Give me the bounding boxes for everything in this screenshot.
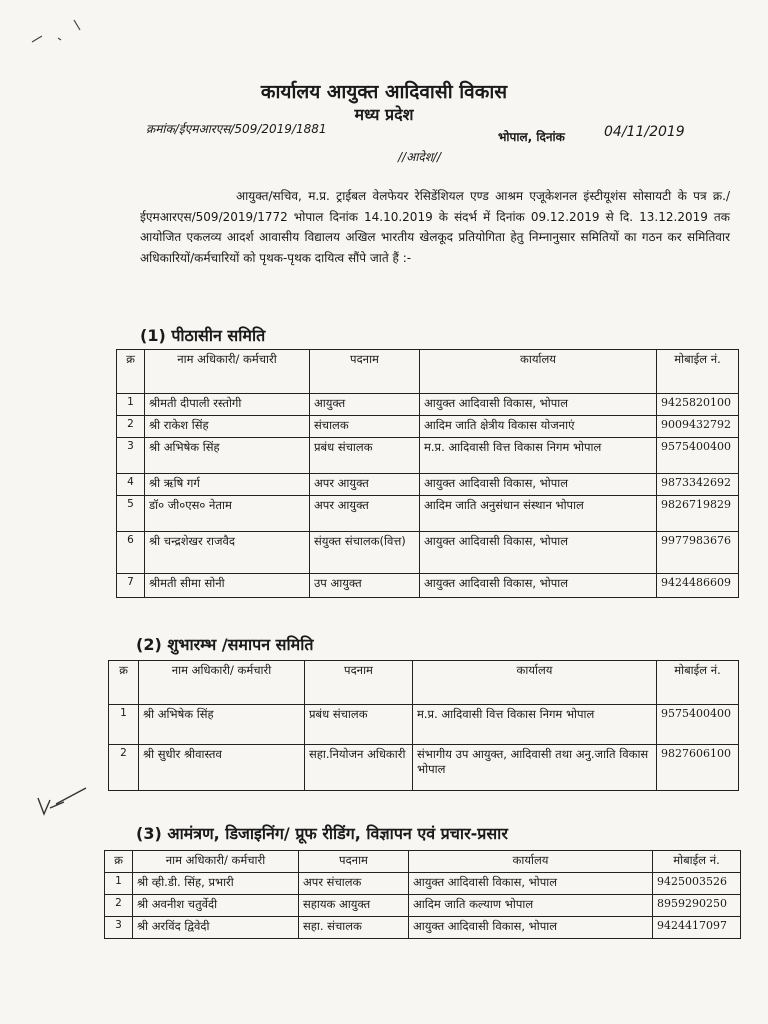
col-header-sno: क्र bbox=[105, 851, 133, 873]
order-paragraph: आयुक्त/सचिव, म.प्र. ट्राईबल वेलफेयर रेसिडेंशियल एण्ड आश्रम एजूकेशनल इंस्टीयूशंस सोसायटी के पत्र क्र./ईएमआरएस/509/2019/1772 भोपाल दिनांक 14.10.2019 के संदर्भ में दिनांक 09.12.2019 से दि. 13.12.2019 तक आयोजित एकलव्य आदर्श आवासीय विद्यालय अखिल भारतीय खेलकूद प्रतियोगिता हेतु निम्नानुसार समितियों का गठन कर समितिवार अधिकारियों/कर्मचारियों को पृथक-पृथक दायित्व सौंपे जाते हैं :- bbox=[140, 189, 730, 265]
col-header-designation: पदनाम bbox=[305, 661, 413, 705]
table-row: 1 श्री व्ही.डी. सिंह, प्रभारी अपर संचालक आयुक्त आदिवासी विकास, भोपाल 9425003526 bbox=[105, 873, 741, 895]
col-header-sno: क्र bbox=[117, 350, 145, 394]
col-header-designation: पदनाम bbox=[310, 350, 420, 394]
margin-scribble-icon bbox=[28, 16, 88, 56]
margin-tick-icon bbox=[34, 786, 94, 826]
col-header-mobile: मोबाईल नं. bbox=[657, 661, 739, 705]
committee-table-3 bbox=[104, 850, 741, 939]
col-header-office: कार्यालय bbox=[420, 350, 657, 394]
committee-table-1 bbox=[116, 349, 739, 598]
reference-number: क्रमांक/ईएमआरएस/509/2019/1881 bbox=[146, 122, 327, 136]
table-row: 2 श्री राकेश सिंह संचालक आदिम जाति क्षेत्रीय विकास योजनाएं 9009432792 bbox=[117, 416, 739, 438]
col-header-name: नाम अधिकारी/ कर्मचारी bbox=[145, 350, 310, 394]
section-title-3: (3) आमंत्रण, डिजाइनिंग/ प्रूफ रीडिंग, विज्ञापन एवं प्रचार-प्रसार bbox=[136, 824, 508, 843]
handwritten-date: 04/11/2019 bbox=[604, 124, 685, 140]
col-header-office: कार्यालय bbox=[413, 661, 657, 705]
col-header-sno: क्र bbox=[109, 661, 139, 705]
order-heading: //आदेश// bbox=[398, 150, 441, 164]
office-title: कार्यालय आयुक्त आदिवासी विकास bbox=[260, 81, 508, 103]
col-header-office: कार्यालय bbox=[409, 851, 653, 873]
table-row: 2 श्री सुधीर श्रीवास्तव सहा.नियोजन अधिकारी संभागीय उप आयुक्त, आदिवासी तथा अनु.जाति विकास भोपाल 9827606100 bbox=[109, 745, 739, 791]
table-row: 3 श्री अभिषेक सिंह प्रबंध संचालक म.प्र. आदिवासी वित्त विकास निगम भोपाल 9575400400 bbox=[117, 438, 739, 474]
section-title-2: (2) शुभारम्भ /समापन समिति bbox=[136, 635, 314, 654]
table-row: 7 श्रीमती सीमा सोनी उप आयुक्त आयुक्त आदिवासी विकास, भोपाल 9424486609 bbox=[117, 574, 739, 598]
place-date-label: भोपाल, दिनांक bbox=[498, 130, 565, 144]
table-row: 2 श्री अवनीश चतुर्वेदी सहायक आयुक्त आदिम जाति कल्याण भोपाल 8959290250 bbox=[105, 895, 741, 917]
col-header-designation: पदनाम bbox=[299, 851, 409, 873]
col-header-name: नाम अधिकारी/ कर्मचारी bbox=[133, 851, 299, 873]
table-row: 1 श्रीमती दीपाली रस्तोगी आयुक्त आयुक्त आदिवासी विकास, भोपाल 9425820100 bbox=[117, 394, 739, 416]
col-header-mobile: मोबाईल नं. bbox=[653, 851, 741, 873]
col-header-name: नाम अधिकारी/ कर्मचारी bbox=[139, 661, 305, 705]
table-row: 6 श्री चन्द्रशेखर राजवैद संयुक्त संचालक(वित्त) आयुक्त आदिवासी विकास, भोपाल 9977983676 bbox=[117, 532, 739, 574]
col-header-mobile: मोबाईल नं. bbox=[657, 350, 739, 394]
table-row: 4 श्री ऋषि गर्ग अपर आयुक्त आयुक्त आदिवासी विकास, भोपाल 9873342692 bbox=[117, 474, 739, 496]
section-title-1: (1) पीठासीन समिति bbox=[140, 326, 266, 345]
table-row: 1 श्री अभिषेक सिंह प्रबंध संचालक म.प्र. आदिवासी वित्त विकास निगम भोपाल 9575400400 bbox=[109, 705, 739, 745]
committee-table-2 bbox=[108, 660, 739, 791]
office-state: मध्य प्रदेश bbox=[354, 105, 414, 124]
table-row: 3 श्री अरविंद द्विवेदी सहा. संचालक आयुक्त आदिवासी विकास, भोपाल 9424417097 bbox=[105, 917, 741, 939]
table-row: 5 डॉ० जी०एस० नेताम अपर आयुक्त आदिम जाति अनुसंधान संस्थान भोपाल 9826719829 bbox=[117, 496, 739, 532]
